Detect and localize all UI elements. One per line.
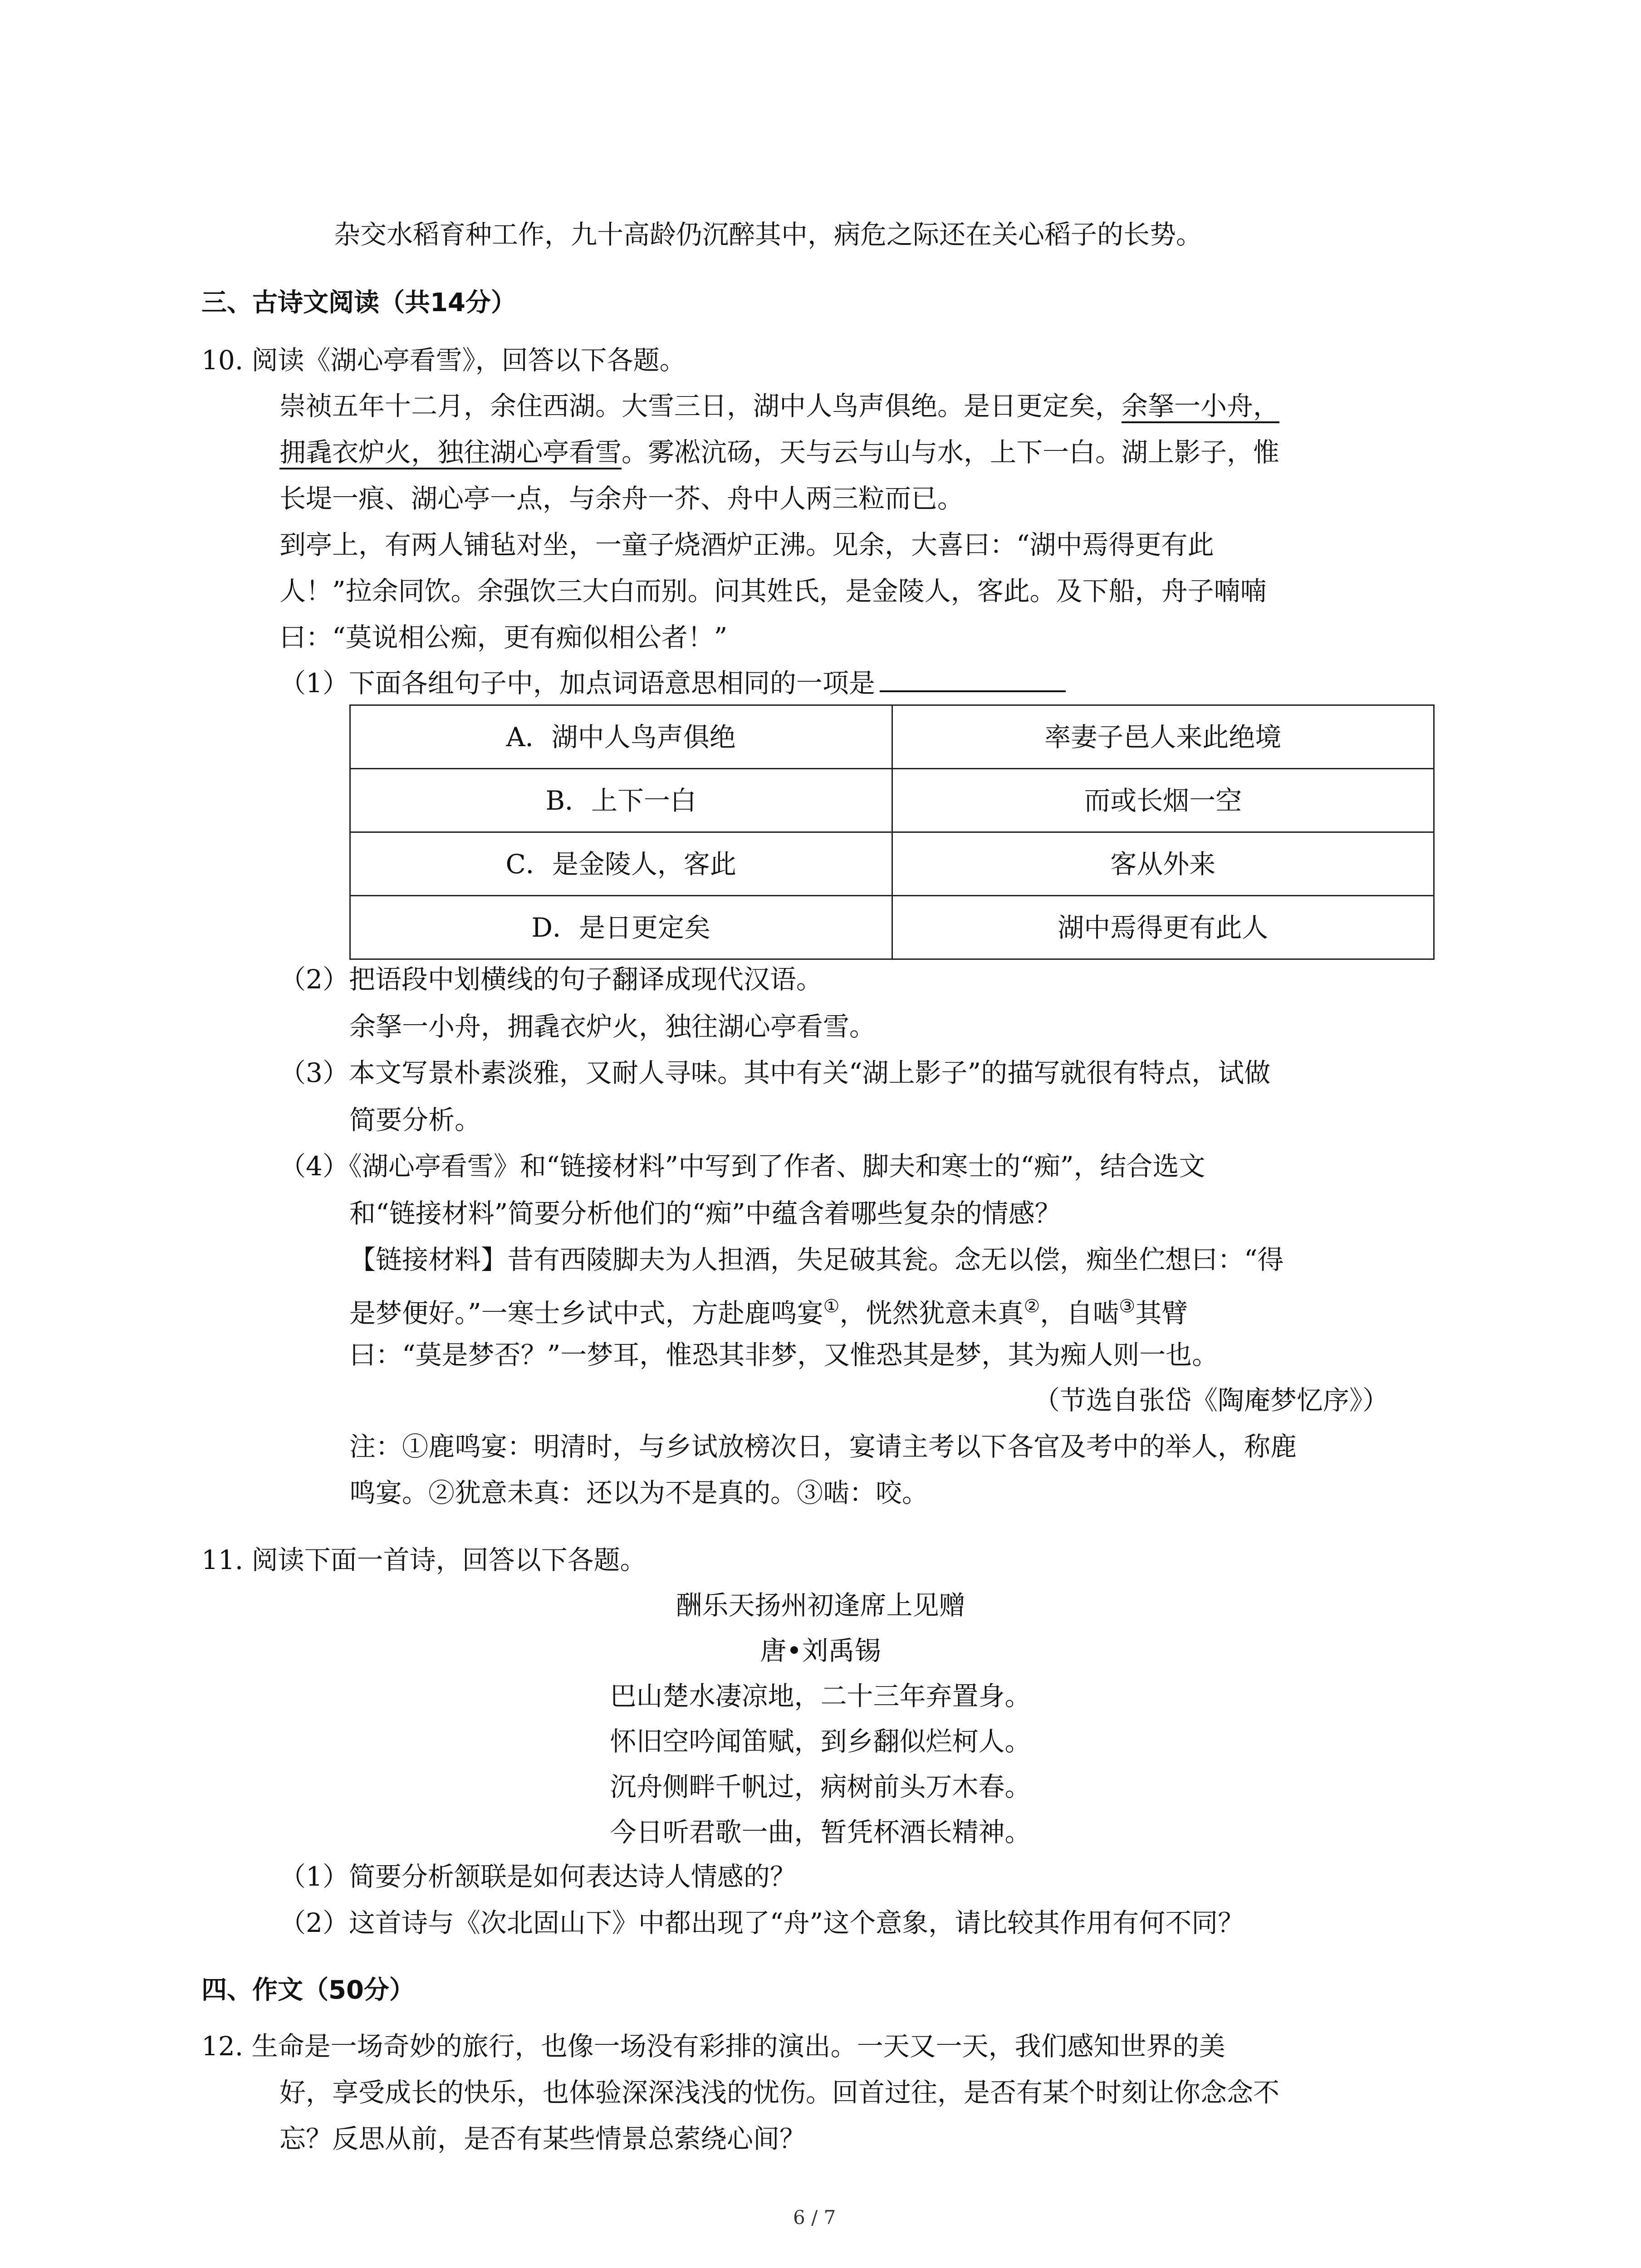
link-material-line: 曰：“莫是梦否？”一梦耳，惟恐其非梦，又惟恐其是梦，其为痴人则一也。 — [349, 1339, 1219, 1370]
answer-blank[interactable] — [880, 667, 1066, 692]
poem-line: 今日听君歌一曲，暂凭杯酒长精神。 — [610, 1817, 1031, 1848]
link-material-line — [349, 1296, 1188, 1329]
footnote-line: 鸣宴。②犹意未真：还以为不是真的。③啮：咬。 — [349, 1477, 929, 1508]
link-material-line: 【链接材料】昔有西陵脚夫为人担酒，失足破其瓮。念无以偿，痴坐伫想曰：“得 — [349, 1244, 1284, 1275]
poem-line: 沉舟侧畔千帆过，病树前头万木春。 — [610, 1771, 1031, 1802]
passage-line: 到亭上，有两人铺毡对坐，一童子烧酒炉正沸。见余，大喜曰：“湖中焉得更有此 — [279, 529, 1214, 560]
option-right: 湖中焉得更有此人 — [892, 896, 1434, 959]
poem-title: 酬乐天扬州初逢席上见赠 — [676, 1590, 965, 1621]
source-citation: （节选自张岱《陶庵梦忆序》） — [1034, 1385, 1389, 1416]
section-title-essay: 四、作文（50分） — [201, 1975, 415, 2005]
page-number: 6 / 7 — [793, 2206, 836, 2229]
subquestion-text: （1）下面各组句子中，加点词语意思相同的一项是 — [279, 668, 875, 699]
note-marker-3: ③ — [1119, 1296, 1136, 1317]
option-right: 客从外来 — [892, 832, 1434, 896]
underlined-sentence: 余拏一小舟， — [1122, 391, 1280, 421]
poem-author: 唐•刘禹锡 — [760, 1635, 881, 1666]
passage-text: 。雾凇沆砀，天与云与山与水，上下一白。湖上影子，惟 — [622, 437, 1280, 468]
q11-subquestion-2: （2）这首诗与《次北固山下》中都出现了“舟”这个意象，请比较其作用有何不同？ — [279, 1907, 1244, 1938]
section-title-classical-reading: 三、古诗文阅读（共14分） — [201, 288, 516, 318]
link-text: 是梦便好。”一寒士乡试中式，方赴鹿鸣宴 — [349, 1298, 823, 1329]
question-12-line: 好，享受成长的快乐，也体验深深浅浅的忧伤。回首过往，是否有某个时刻让你念念不 — [279, 2077, 1280, 2108]
subquestion-1 — [279, 667, 1066, 699]
subquestion-4-cont: 和“链接材料”简要分析他们的“痴”中蕴含着哪些复杂的情感？ — [349, 1198, 1061, 1229]
note-marker-1: ① — [823, 1296, 840, 1317]
note-marker-2: ② — [1024, 1296, 1040, 1317]
footnote-line: 注：①鹿鸣宴：明清时，与乡试放榜次日，宴请主考以下各官及考中的举人，称鹿 — [349, 1431, 1297, 1462]
table-row — [350, 896, 1434, 959]
subquestion-2-sentence: 余拏一小舟，拥毳衣炉火，独往湖心亭看雪。 — [349, 1011, 876, 1042]
continuation-line: 杂交水稻育种工作，九十高龄仍沉醉其中，病危之际还在关心稻子的长势。 — [334, 219, 1203, 250]
option-left: B．上下一白 — [350, 769, 892, 832]
poem-line: 巴山楚水凄凉地，二十三年弃置身。 — [610, 1681, 1031, 1711]
passage-line: 长堤一痕、湖心亭一点，与余舟一芥、舟中人两三粒而已。 — [279, 483, 964, 514]
passage-line — [279, 437, 1280, 468]
option-right: 而或长烟一空 — [892, 769, 1434, 832]
link-text: 其臂 — [1135, 1298, 1188, 1329]
passage-line: 曰：“莫说相公痴，更有痴似相公者！” — [279, 622, 728, 653]
option-left: A．湖中人鸟声俱绝 — [350, 705, 892, 769]
options-table — [349, 704, 1435, 960]
question-12-line: 忘？反思从前，是否有某些情景总萦绕心间？ — [279, 2123, 806, 2154]
subquestion-4: （4）《湖心亭看雪》和“链接材料”中写到了作者、脚夫和寒士的“痴”，结合选文 — [279, 1151, 1205, 1182]
question-10-intro: 10. 阅读《湖心亭看雪》，回答以下各题。 — [201, 345, 686, 376]
underlined-sentence: 拥毳衣炉火，独往湖心亭看雪 — [279, 437, 622, 468]
table-row — [350, 705, 1434, 769]
subquestion-2: （2）把语段中划横线的句子翻译成现代汉语。 — [279, 964, 823, 995]
option-left: C．是金陵人，客此 — [350, 832, 892, 896]
subquestion-3: （3）本文写景朴素淡雅，又耐人寻味。其中有关“湖上影子”的描写就很有特点，试做 — [279, 1057, 1271, 1088]
subquestion-3-cont: 简要分析。 — [349, 1105, 481, 1135]
option-right: 率妻子邑人来此绝境 — [892, 705, 1434, 769]
q11-subquestion-1: （1）简要分析颔联是如何表达诗人情感的？ — [279, 1861, 796, 1892]
link-text: ，自啮 — [1040, 1298, 1119, 1329]
table-row — [350, 769, 1434, 832]
question-12-line: 12. 生命是一场奇妙的旅行，也像一场没有彩排的演出。一天又一天，我们感知世界的美 — [201, 2031, 1225, 2062]
passage-line: 人！”拉余同饮。余强饮三大白而别。问其姓氏，是金陵人，客此。及下船，舟子喃喃 — [279, 576, 1267, 606]
passage-line — [279, 393, 1279, 419]
link-text: ，恍然犹意未真 — [839, 1298, 1024, 1329]
option-left: D．是日更定矣 — [350, 896, 892, 959]
poem-line: 怀旧空吟闻笛赋，到乡翻似烂柯人。 — [610, 1726, 1031, 1757]
passage-text: 崇祯五年十二月，余住西湖。大雪三日，湖中人鸟声俱绝。是日更定矣， — [279, 391, 1122, 421]
question-11-intro: 11. 阅读下面一首诗，回答以下各题。 — [201, 1545, 647, 1575]
table-row — [350, 832, 1434, 896]
